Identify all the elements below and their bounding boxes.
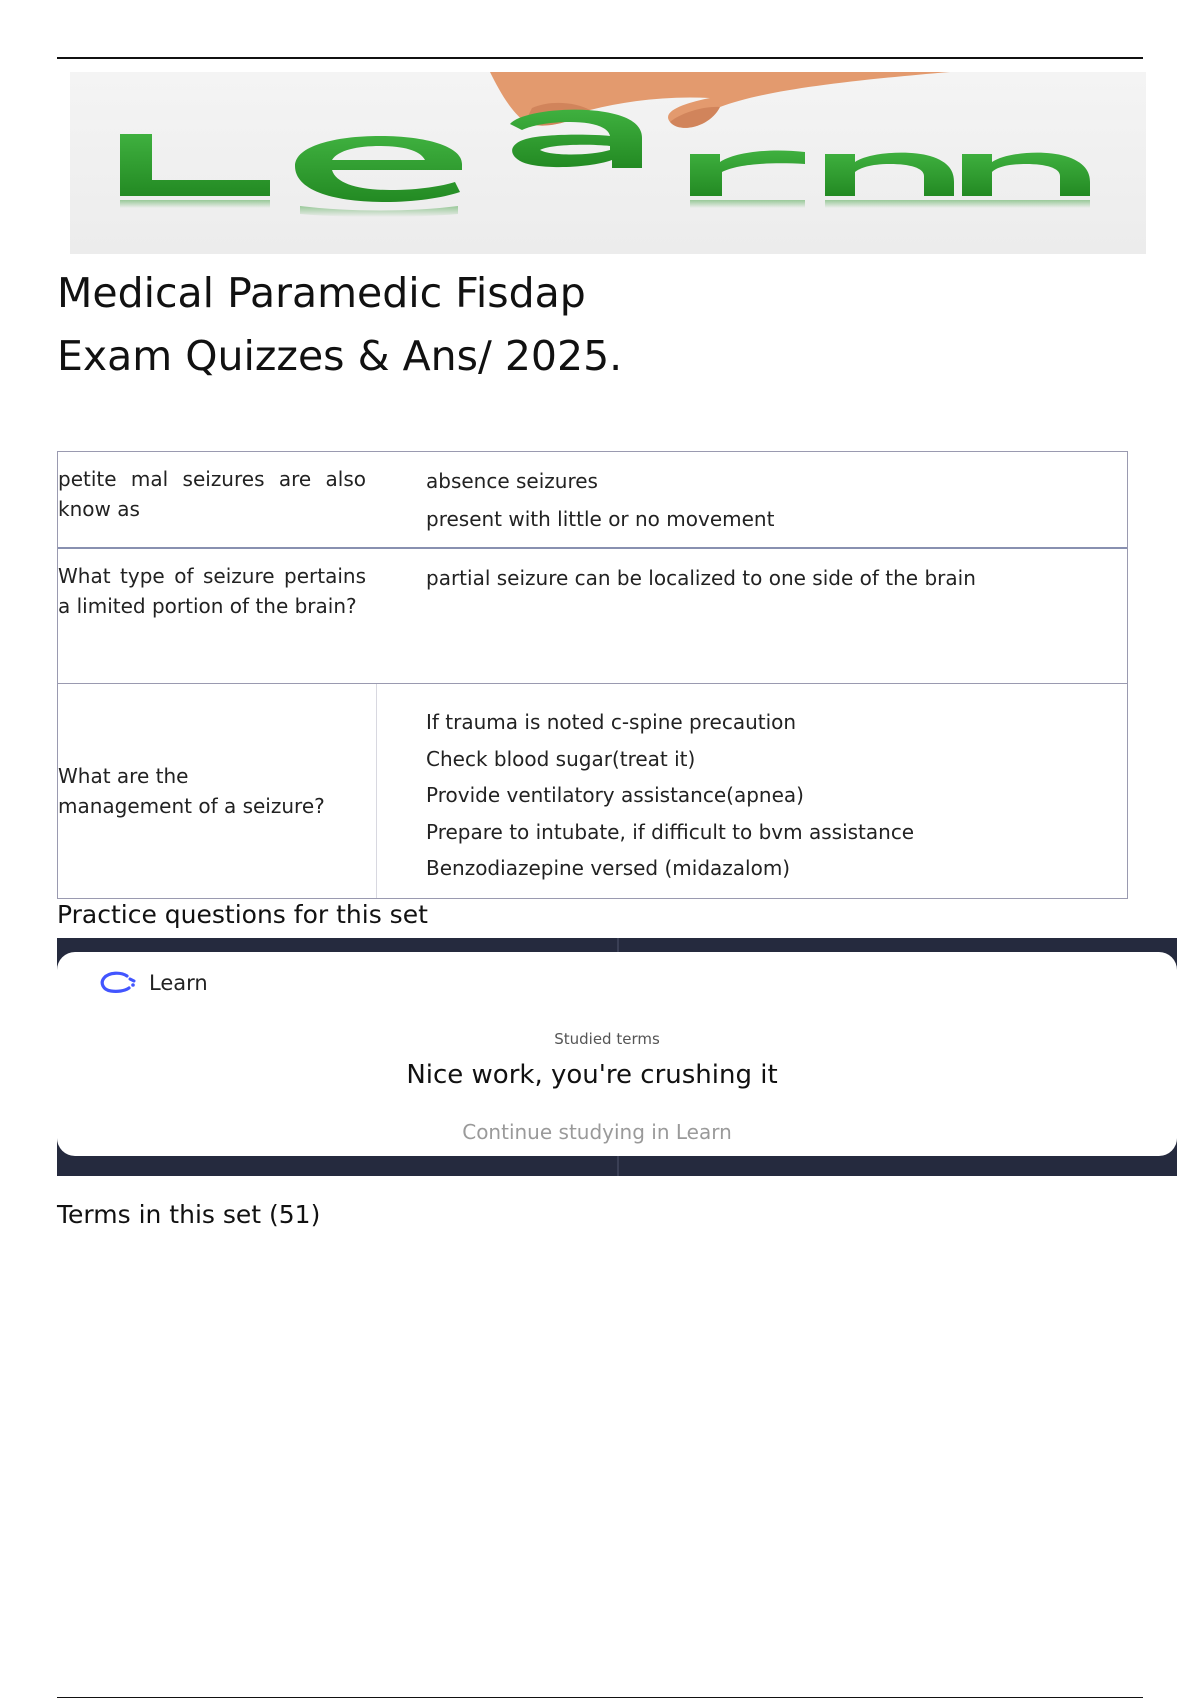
learn-card-header <box>97 970 208 996</box>
term-cell <box>58 684 376 898</box>
term-text: What are the management of a seizure? <box>58 764 325 818</box>
term-cell: petite mal seizures are also know as <box>58 467 366 521</box>
definition-line: Prepare to intubate, if difficult to bvm assistance <box>426 819 915 844</box>
definition-line: Provide ventilatory assistance(apnea) <box>426 783 804 807</box>
bottom-rule <box>57 1697 1143 1698</box>
definition-line: If trauma is noted c-spine precaution <box>426 710 797 734</box>
top-rule <box>57 57 1143 59</box>
terms-count-heading: Terms in this set (51) <box>57 1200 321 1229</box>
studied-terms-label: Studied terms <box>554 1030 660 1048</box>
table-row <box>58 684 1127 898</box>
continue-studying-link[interactable]: Continue studying in Learn <box>462 1120 732 1144</box>
banner-letters <box>120 110 1090 217</box>
learn-card-frame <box>57 938 1177 1176</box>
page-title-line-2: Exam Quizzes & Ans/ 2025. <box>57 332 623 380</box>
learn-banner <box>70 72 1146 254</box>
definition-cell <box>376 452 1127 547</box>
page-title <box>57 262 857 388</box>
definition-line: Benzodiazepine versed (midazalom) <box>426 856 791 880</box>
definition-line: Check blood sugar(treat it) <box>426 746 696 771</box>
flashcard-table <box>57 451 1128 899</box>
term-cell: What type of seizure pertains a limited portion of the brain? <box>58 564 366 618</box>
definition-cell <box>376 549 1127 683</box>
table-row <box>58 549 1127 684</box>
table-row <box>58 452 1127 549</box>
progress-message: Nice work, you're crushing it <box>406 1060 778 1090</box>
page-title-line-1: Medical Paramedic Fisdap <box>57 269 586 317</box>
definition-line: present with little or no movement <box>426 507 775 531</box>
definition-line: partial seizure can be localized to one side of the brain <box>426 566 976 590</box>
definition-line: absence seizures <box>426 469 598 493</box>
learn-loop-icon <box>97 970 139 996</box>
definition-cell <box>376 684 1127 898</box>
learn-banner-graphic <box>70 72 1146 254</box>
practice-heading: Practice questions for this set <box>57 900 428 929</box>
learn-label: Learn <box>149 971 208 995</box>
learn-card[interactable] <box>57 952 1177 1156</box>
